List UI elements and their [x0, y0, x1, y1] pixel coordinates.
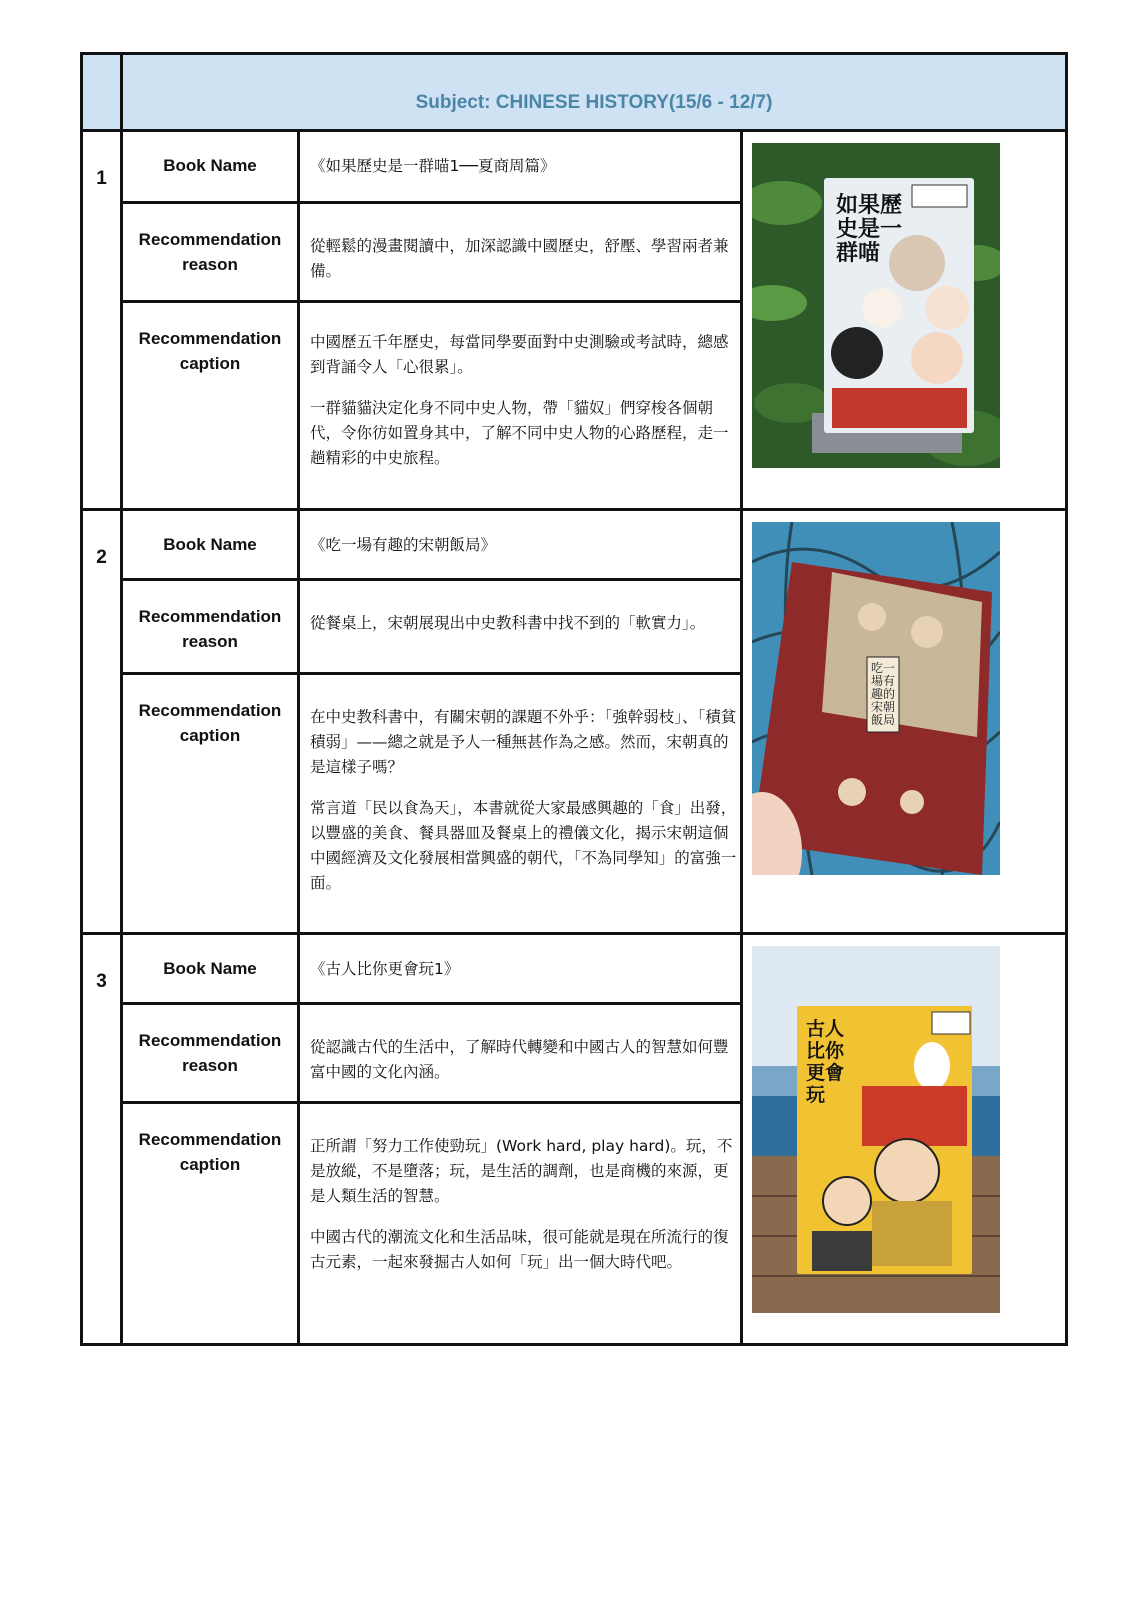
book-2-number: 2 — [82, 510, 122, 934]
book-2-reason-value: 從餐桌上，宋朝展現出中史教科書中找不到的「軟實力」。 — [299, 580, 742, 674]
book-recommendation-table — [80, 52, 1068, 1346]
book-3-name-value: 《古人比你更會玩1》 — [299, 934, 742, 1004]
book-3-cover-title: 古人比你更會玩 — [806, 1018, 845, 1106]
book-1-number: 1 — [82, 131, 122, 510]
book-1-caption-label: Recommendation caption — [122, 302, 299, 510]
book-1-name-value: 《如果歷史是一群喵1──夏商周篇》 — [299, 131, 742, 203]
subject-title: Subject: CHINESE HISTORY(15/6 - 12/7) — [415, 92, 773, 113]
header-row — [82, 54, 1067, 131]
book-1-reason-value: 從輕鬆的漫畫閱讀中，加深認識中國歷史，舒壓、學習兩者兼備。 — [299, 203, 742, 302]
book-2-name-row — [82, 510, 1067, 580]
book-3-name-label: Book Name — [122, 934, 299, 1004]
book-2-reason-label: Recommendation reason — [122, 580, 299, 674]
header-subject-cell — [122, 54, 1067, 131]
book-1-reason-label: Recommendation reason — [122, 203, 299, 302]
book-2-cover-title: 吃一場有趣的宋朝飯局 — [871, 661, 896, 727]
book-1-caption-value: 中國歷五千年歷史，每當同學要面對中史測驗或考試時，總感到背誦令人「心很累」。 一群貓貓決定化身不同中史人物，帶「貓奴」們穿梭各個朝代，令你彷如置身其中，了解不同中史人物的心路歷程，走一趟精彩的中史旅程。 — [299, 302, 742, 510]
book-1-name-row — [82, 131, 1067, 203]
book-1-cover-photo — [752, 143, 1000, 468]
header-number-cell — [82, 54, 122, 131]
book-3-caption-value: 正所謂「努力工作使勁玩」(Work hard, play hard)。玩，不是放縱，不是墮落；玩，是生活的調劑，也是商機的來源，更是人類生活的智慧。 中國古代的潮流文化和生活品味，很可能就是現在所流行的復古元素，一起來發掘古人如何「玩」出一個大時代吧。 — [299, 1103, 742, 1345]
book-2-caption-label: Recommendation caption — [122, 674, 299, 934]
book-3-cover-photo — [752, 946, 1000, 1313]
book-1-cover-title: 如果歷史是一群喵 — [836, 192, 903, 266]
book-3-number: 3 — [82, 934, 122, 1345]
book-1-name-label: Book Name — [122, 131, 299, 203]
book-1-image-cell — [742, 131, 1067, 510]
book-2-name-value: 《吃一場有趣的宋朝飯局》 — [299, 510, 742, 580]
book-3-name-row — [82, 934, 1067, 1004]
book-2-name-label: Book Name — [122, 510, 299, 580]
book-3-reason-value: 從認識古代的生活中，了解時代轉變和中國古人的智慧如何豐富中國的文化內涵。 — [299, 1004, 742, 1103]
book-3-reason-label: Recommendation reason — [122, 1004, 299, 1103]
book-3-caption-label: Recommendation caption — [122, 1103, 299, 1345]
book-2-cover-photo — [752, 522, 1000, 875]
book-3-image-cell — [742, 934, 1067, 1345]
book-2-image-cell — [742, 510, 1067, 934]
book-2-caption-value: 在中史教科書中，有關宋朝的課題不外乎：「強幹弱枝」、「積貧積弱」——總之就是予人一種無甚作為之感。然而，宋朝真的是這樣子嗎？ 常言道「民以食為天」，本書就從大家最感興趣的「食」出發，以豐盛的美食、餐具器皿及餐桌上的禮儀文化，揭示宋朝這個中國經濟及文化發展相當興盛的朝代，「不為同學知」的富強一面。 — [299, 674, 742, 934]
